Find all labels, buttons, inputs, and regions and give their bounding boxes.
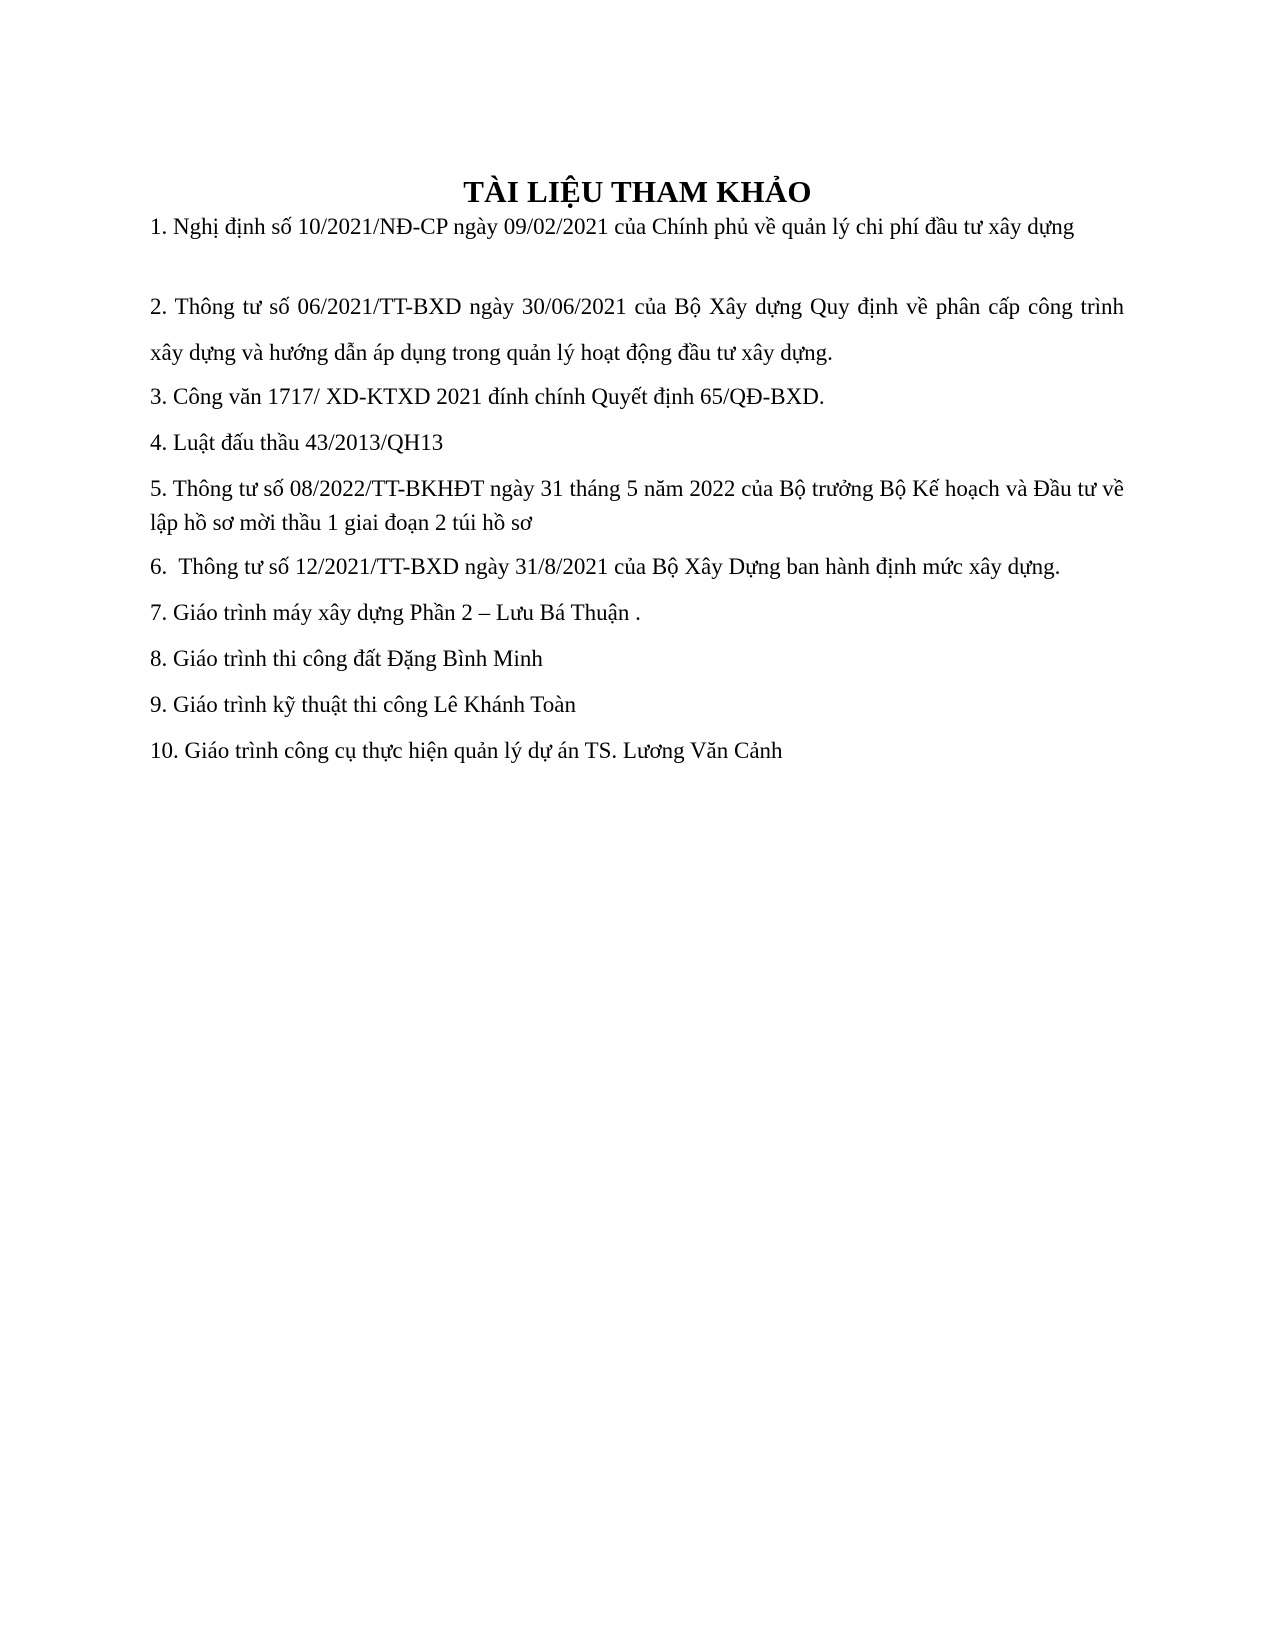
reference-item: 2. Thông tư số 06/2021/TT-BXD ngày 30/06/2021 của Bộ Xây dựng Quy định về phân cấp công trình xây dựng và hướng dẫn áp dụng trong quản lý hoạt động đầu tư xây dựng. — [150, 294, 1124, 365]
reference-item: 3. Công văn 1717/ XD-KTXD 2021 đính chính Quyết định 65/QĐ-BXD. — [150, 384, 825, 409]
reference-item: 9. Giáo trình kỹ thuật thi công Lê Khánh Toàn — [150, 692, 576, 717]
reference-item: 7. Giáo trình máy xây dựng Phần 2 – Lưu Bá Thuận . — [150, 600, 641, 625]
reference-item: 1. Nghị định số 10/2021/NĐ-CP ngày 09/02/2021 của Chính phủ về quản lý chi phí đầu tư xây dựng — [150, 214, 1075, 239]
reference-item: 8. Giáo trình thi công đất Đặng Bình Minh — [150, 646, 543, 671]
reference-item: 5. Thông tư số 08/2022/TT-BKHĐT ngày 31 tháng 5 năm 2022 của Bộ trưởng Bộ Kế hoạch và Đầu tư về lập hồ sơ mời thầu 1 giai đoạn 2 túi hồ sơ — [150, 476, 1124, 535]
reference-item: 6. Thông tư số 12/2021/TT-BXD ngày 31/8/2021 của Bộ Xây Dựng ban hành định mức xây dựng. — [150, 554, 1061, 579]
reference-item: 10. Giáo trình công cụ thực hiện quản lý dự án TS. Lương Văn Cảnh — [150, 738, 783, 763]
document-title: TÀI LIỆU THAM KHẢO — [463, 174, 812, 209]
reference-list — [150, 210, 1124, 768]
reference-item: 4. Luật đấu thầu 43/2013/QH13 — [150, 430, 444, 455]
